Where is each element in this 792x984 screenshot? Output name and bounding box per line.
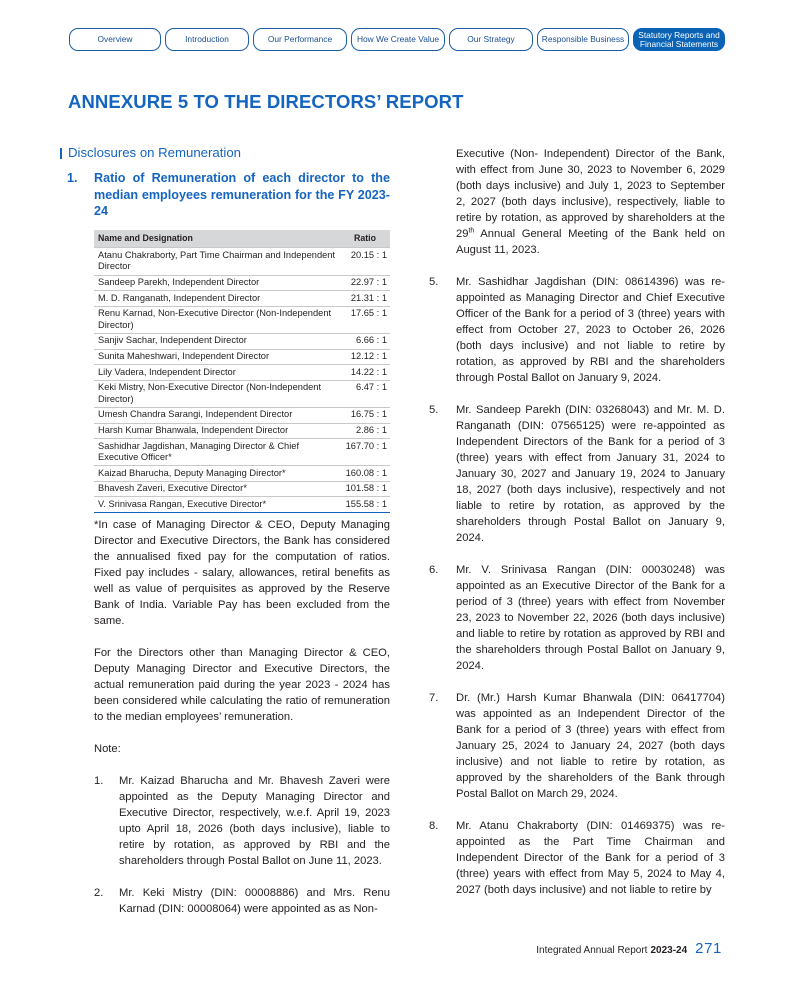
ordinal-superscript: th	[468, 227, 475, 235]
section-heading	[60, 144, 390, 162]
page-footer	[536, 940, 722, 957]
tab-how-we-create-value[interactable]	[351, 28, 445, 51]
director-ratio: 6.66 : 1	[342, 333, 390, 349]
table-row	[94, 275, 390, 291]
table-header-row	[94, 230, 390, 248]
tab-statutory-reports[interactable]	[633, 28, 725, 51]
tab-statutory-reports-label-line2: Financial Statements	[639, 38, 719, 49]
note-number: 1.	[94, 775, 104, 788]
director-name: Sashidhar Jagdishan, Managing Director & Chief Executive Officer*	[94, 439, 342, 466]
note-text: Mr. Atanu Chakraborty (DIN: 01469375) was re-appointed as the Part Time Chairman and Independent Director of the Bank for a period of 3 (three) years with effect from May 5, 2024 to May 4, 2027 (both days inclusive) and not liable to retire by	[456, 820, 725, 896]
tab-introduction-label: Introduction	[185, 34, 229, 44]
note-number: 5.	[429, 276, 439, 288]
note-item	[60, 885, 390, 917]
note-label: Note:	[94, 743, 121, 756]
tab-responsible-business[interactable]	[537, 28, 629, 51]
tab-our-strategy[interactable]	[449, 28, 533, 51]
note-item	[60, 773, 390, 869]
director-ratio: 22.97 : 1	[342, 275, 390, 291]
director-name: Harsh Kumar Bhanwala, Independent Director	[94, 423, 342, 439]
note-number: 7.	[429, 692, 439, 704]
table-row	[94, 248, 390, 275]
subsection-text: Ratio of Remuneration of each director to the median employees remuneration for the FY 2023-24	[94, 171, 390, 219]
note-item	[425, 690, 725, 802]
note-continuation	[456, 146, 725, 258]
table-row	[94, 481, 390, 497]
director-ratio: 2.86 : 1	[342, 423, 390, 439]
report-name: Integrated Annual Report	[536, 945, 648, 956]
director-name: Sanjiv Sachar, Independent Director	[94, 333, 342, 349]
tab-our-performance[interactable]	[253, 28, 347, 51]
table-row	[94, 380, 390, 407]
tab-our-performance-label: Our Performance	[267, 34, 333, 44]
director-name: Umesh Chandra Sarangi, Independent Director	[94, 407, 342, 423]
note-text: Mr. V. Srinivasa Rangan (DIN: 00030248) was appointed as an Executive Director of the Bank for a period of 3 (three) years with effect from November 23, 2023 to November 22, 2026 (both days inclusive) and liable to retire by rotation as approved by RBI and the shareholders through Postal Ballot on January 9, 2024.	[456, 564, 725, 672]
tab-responsible-business-label: Responsible Business	[541, 34, 625, 44]
director-ratio: 6.47 : 1	[342, 380, 390, 407]
table-row	[94, 349, 390, 365]
director-name: V. Srinivasa Rangan, Executive Director*	[94, 497, 342, 513]
director-ratio: 167.70 : 1	[342, 439, 390, 466]
director-name: M. D. Ranganath, Independent Director	[94, 291, 342, 307]
note-number: 6.	[429, 564, 439, 576]
note-text: Dr. (Mr.) Harsh Kumar Bhanwala (DIN: 06417704) was appointed as an Independent Director of the Bank for a period of 3 (three) years with effect from January 25, 2024 to January 24, 2027 (both days inclusive) and not liable to retire by rotation, as approved by the shareholders of the Bank through Postal Ballot on March 29, 2024.	[456, 692, 725, 800]
right-column	[425, 146, 725, 898]
director-ratio: 20.15 : 1	[342, 248, 390, 275]
table-row	[94, 306, 390, 333]
note-text: Mr. Sandeep Parekh (DIN: 03268043) and Mr. M. D. Ranganath (DIN: 07565125) were re-appointed as Independent Directors of the Bank for a period of 3 (three) years with effect from January 31, 2024 to January 30, 2027 and January 19, 2024 to January 18, 2027 (both days inclusive), respectively and not liable to retire by rotation, as approved by the shareholders through Postal Ballot on January 9, 2024.	[456, 404, 725, 544]
tab-how-we-create-value-label: How We Create Value	[356, 34, 440, 44]
note-number: 2.	[94, 887, 104, 900]
note-continuation-end: Annual General Meeting of the Bank held on August 11, 2023.	[456, 228, 725, 256]
director-ratio: 160.08 : 1	[342, 466, 390, 482]
note-text: Mr. Sashidhar Jagdishan (DIN: 08614396) was re-appointed as Managing Director and Chief Executive Officer of the Bank for a period of 3 (three) years with effect from October 27, 2023 to October 26, 2026 (both days inclusive) and not liable to retire by rotation, as approved by RBI and the shareholders through Postal Ballot on January 9, 2024.	[456, 276, 725, 384]
left-column	[60, 144, 390, 917]
director-name: Kaizad Bharucha, Deputy Managing Director*	[94, 466, 342, 482]
table-row	[94, 423, 390, 439]
tab-statutory-reports-label-line1: Statutory Reports and	[638, 29, 720, 40]
tab-overview-label: Overview	[97, 34, 133, 44]
table-footnote: *In case of Managing Director & CEO, Deputy Managing Director and Executive Directors, the Bank has considered the annualised fixed pay for the computation of ratios. Fixed pay includes - salary, allowances, retiral benefits as well as value of perquisites as approved by the Reserve Bank of India. Variable Pay has been excluded from the same.	[94, 519, 390, 628]
note-item	[425, 562, 725, 674]
director-name: Lily Vadera, Independent Director	[94, 365, 342, 381]
subsection-number: 1.	[67, 171, 78, 185]
director-ratio: 21.31 : 1	[342, 291, 390, 307]
page-number: 271	[695, 940, 722, 957]
tab-our-strategy-label: Our Strategy	[467, 34, 515, 44]
note-number: 8.	[429, 820, 439, 832]
table-row	[94, 407, 390, 423]
director-ratio: 101.58 : 1	[342, 481, 390, 497]
note-number: 5.	[429, 404, 439, 416]
director-name: Renu Karnad, Non-Executive Director (Non-Independent Director)	[94, 306, 342, 333]
section-heading-bar	[60, 148, 62, 159]
note-item	[425, 274, 725, 386]
director-ratio: 155.58 : 1	[342, 497, 390, 513]
report-year: 2023-24	[650, 945, 688, 956]
table-row	[94, 365, 390, 381]
section-heading-text: Disclosures on Remuneration	[68, 145, 241, 160]
director-name: Sunita Maheshwari, Independent Director	[94, 349, 342, 365]
table-row	[94, 291, 390, 307]
note-continuation-text: Executive (Non- Independent) Director of the Bank, with effect from June 30, 2023 to November 6, 2029 (both days inclusive) and July 1, 2023 to September 2, 2027 (both days inclusive), respectively, liable to retire by rotation, as approved by shareholders at the 29	[456, 148, 725, 240]
page-title: ANNEXURE 5 TO THE DIRECTORS’ REPORT	[68, 91, 464, 112]
table-row	[94, 333, 390, 349]
director-ratio: 16.75 : 1	[342, 407, 390, 423]
note-item	[425, 402, 725, 546]
remuneration-table	[94, 230, 390, 513]
column-header-name: Name and Designation	[94, 230, 342, 248]
table-row	[94, 466, 390, 482]
table-row	[94, 497, 390, 513]
subsection-heading	[60, 170, 390, 220]
director-name: Atanu Chakraborty, Part Time Chairman and Independent Director	[94, 248, 342, 275]
director-name: Bhavesh Zaveri, Executive Director*	[94, 481, 342, 497]
director-name: Sandeep Parekh, Independent Director	[94, 275, 342, 291]
director-name: Keki Mistry, Non-Executive Director (Non-Independent Director)	[94, 380, 342, 407]
other-directors-paragraph: For the Directors other than Managing Director & CEO, Deputy Managing Director and Executive Directors, the actual remuneration paid during the year 2023 - 2024 has been considered while calculating the ratio of remuneration to the median employees’ remuneration.	[94, 647, 390, 724]
director-ratio: 14.22 : 1	[342, 365, 390, 381]
note-item	[425, 818, 725, 898]
note-text: Mr. Keki Mistry (DIN: 00008886) and Mrs. Renu Karnad (DIN: 00008064) were appointed as as Non-	[119, 887, 390, 916]
table-row	[94, 439, 390, 466]
director-ratio: 12.12 : 1	[342, 349, 390, 365]
column-header-ratio: Ratio	[342, 230, 390, 248]
tab-introduction[interactable]	[165, 28, 249, 51]
note-text: Mr. Kaizad Bharucha and Mr. Bhavesh Zaveri were appointed as the Deputy Managing Director and Executive Director, respectively, w.e.f. April 19, 2023 upto April 18, 2026 (both days inclusive), liable to retire by rotation, as approved by RBI and the shareholders through Postal Ballot on June 11, 2023.	[119, 775, 390, 868]
director-ratio: 17.65 : 1	[342, 306, 390, 333]
tab-overview[interactable]	[69, 28, 161, 51]
section-nav	[69, 28, 725, 53]
